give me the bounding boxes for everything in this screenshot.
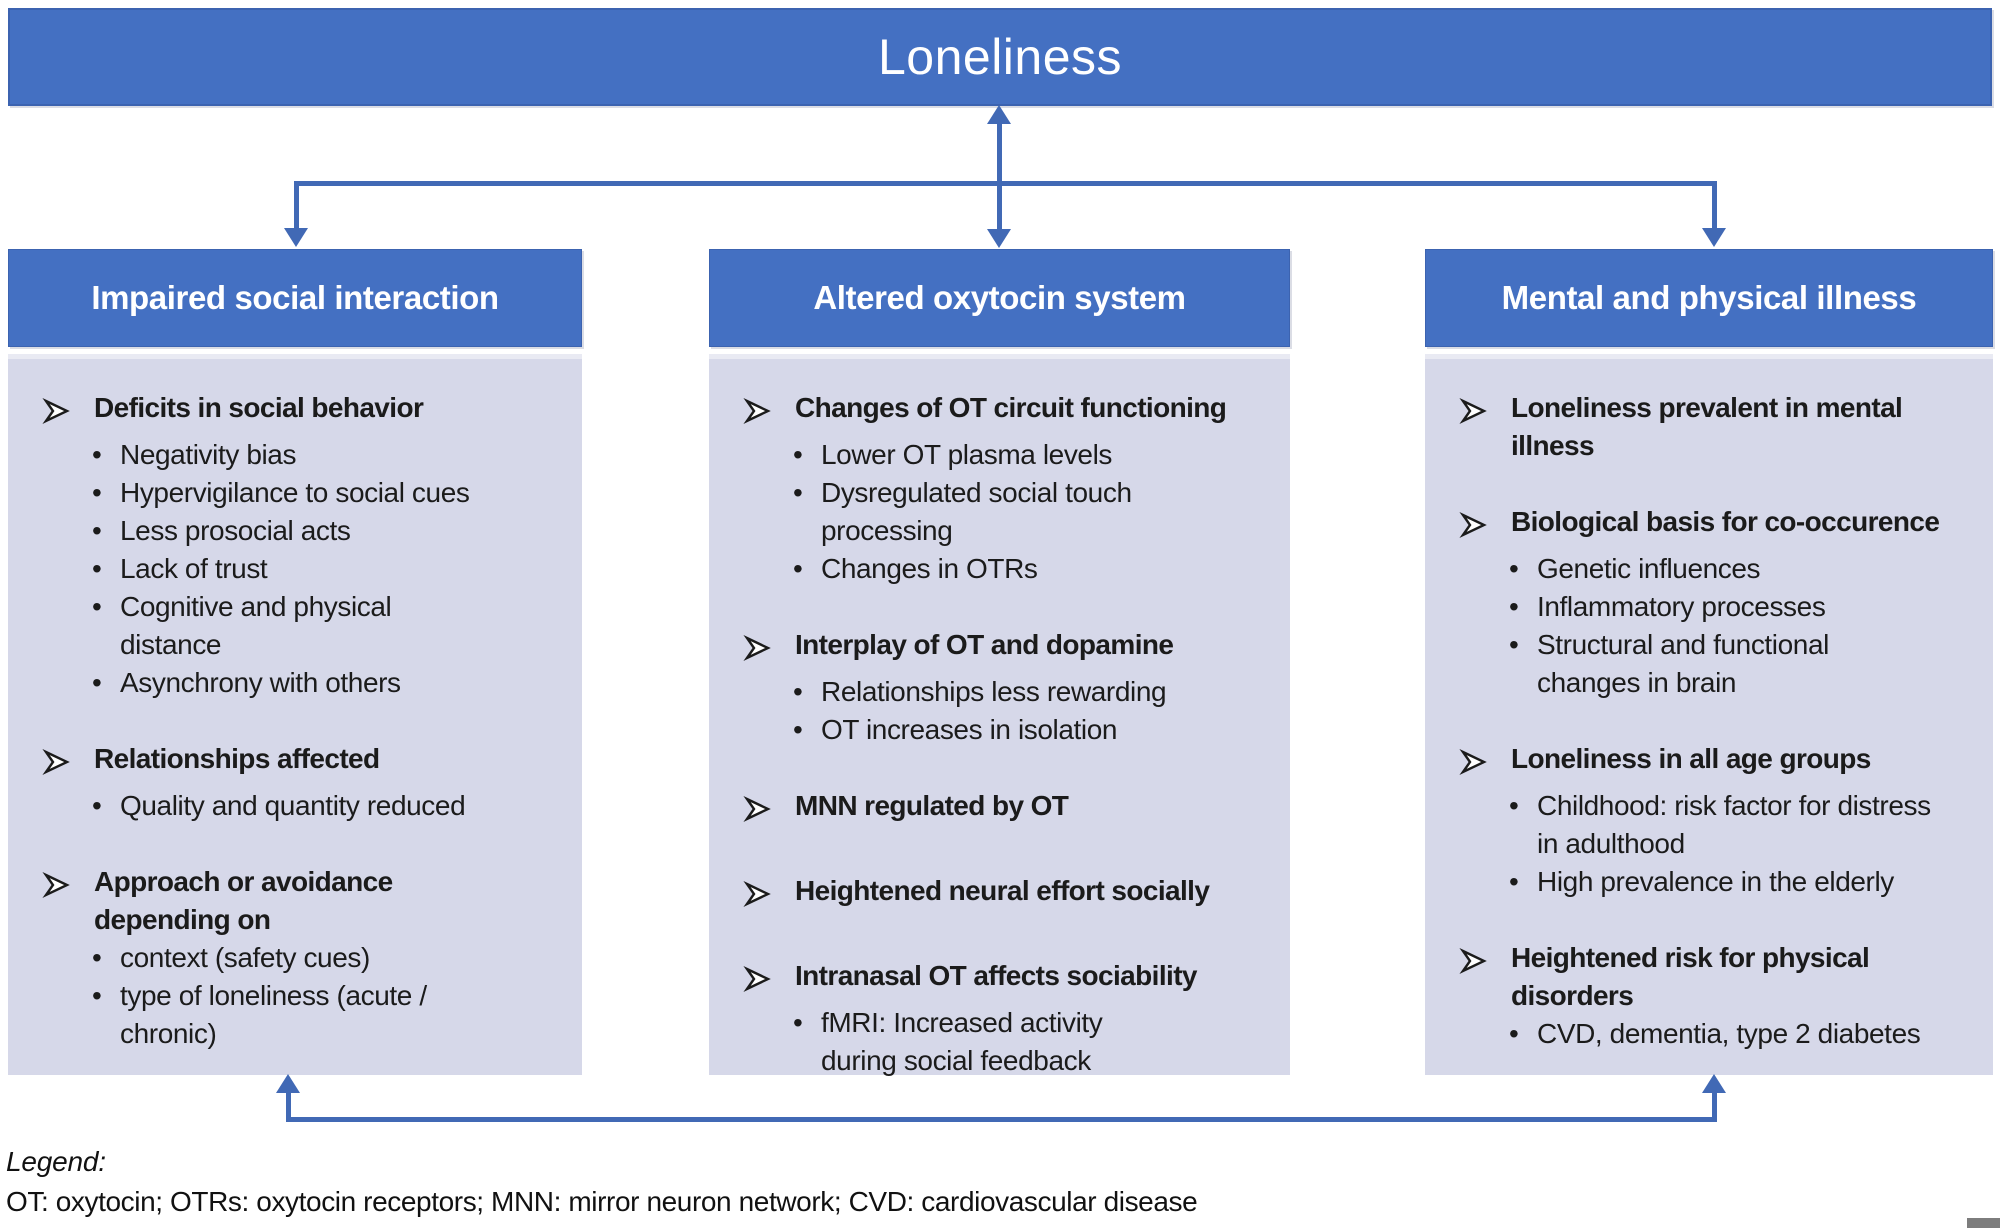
list-item — [1509, 863, 1979, 901]
banner-loneliness — [8, 8, 1992, 106]
list-item-line: Lower OT plasma levels — [821, 439, 1113, 470]
center-vertical-connector — [997, 120, 1002, 232]
list-item-line: Dysregulated social touch — [821, 477, 1132, 508]
list-item-line: High prevalence in the elderly — [1537, 866, 1894, 897]
banner-title: Loneliness — [877, 29, 1123, 85]
top-right-vertical-connector — [1712, 181, 1717, 229]
list-item — [92, 977, 568, 1053]
bullet-group — [743, 787, 1276, 834]
list-item-line: Cognitive and physical — [120, 591, 392, 622]
arrow-bullet-icon — [42, 863, 94, 939]
bullet-group — [743, 389, 1276, 588]
list-item — [793, 673, 1276, 711]
list-item-text — [821, 550, 1038, 588]
top-left-vertical-connector — [294, 181, 299, 229]
list-item-text — [1537, 1015, 1920, 1053]
list-item-text — [821, 436, 1112, 474]
dot-bullet-icon: • — [92, 942, 102, 973]
dot-bullet-icon: • — [92, 515, 102, 546]
group-title-line: Deficits in social behavior — [94, 392, 424, 423]
group-title-line: Loneliness prevalent in mental — [1511, 392, 1903, 423]
list-item-line: Lack of trust — [120, 553, 268, 584]
list-item — [92, 939, 568, 977]
bullet-group — [42, 389, 568, 702]
group-items — [743, 673, 1276, 749]
list-item-line: Genetic influences — [1537, 553, 1761, 584]
list-item-line: in adulthood — [1537, 828, 1685, 859]
list-item-text — [120, 787, 465, 825]
list-item-line: Negativity bias — [120, 439, 297, 470]
arrow-bullet-icon — [1459, 740, 1511, 787]
column-body — [709, 354, 1290, 1075]
arrow-bullet-icon — [743, 787, 795, 834]
dot-bullet-icon: • — [793, 676, 803, 707]
arrow-bullet-icon — [42, 740, 94, 787]
list-item-text — [1537, 787, 1931, 863]
group-title-line: Changes of OT circuit functioning — [795, 392, 1227, 423]
group-title — [795, 872, 1209, 919]
list-item-line: Asynchrony with others — [120, 667, 401, 698]
arrowhead-up-bottom-left-icon — [276, 1074, 300, 1093]
list-item — [793, 711, 1276, 749]
dot-bullet-icon: • — [1509, 790, 1519, 821]
dot-bullet-icon: • — [92, 980, 102, 1011]
group-title — [94, 389, 423, 436]
top-horizontal-connector — [294, 181, 1717, 186]
list-item-text — [821, 673, 1166, 711]
dot-bullet-icon: • — [793, 1007, 803, 1038]
group-title — [1511, 389, 1902, 465]
group-items — [1459, 550, 1979, 702]
group-title — [94, 863, 393, 939]
group-items — [42, 787, 568, 825]
group-items — [743, 436, 1276, 588]
bottom-horizontal-connector — [286, 1117, 1717, 1122]
dot-bullet-icon: • — [92, 591, 102, 622]
list-item-line: processing — [821, 515, 953, 546]
group-title-line: Heightened risk for physical — [1511, 942, 1870, 973]
dot-bullet-icon: • — [1509, 553, 1519, 584]
group-title-line: illness — [1511, 430, 1594, 461]
list-item — [92, 512, 568, 550]
group-title — [795, 957, 1197, 1004]
dot-bullet-icon: • — [92, 553, 102, 584]
list-item — [92, 787, 568, 825]
list-item-text — [120, 977, 427, 1053]
list-item-line: Inflammatory processes — [1537, 591, 1826, 622]
list-item-line: Quality and quantity reduced — [120, 790, 466, 821]
list-item — [1509, 588, 1979, 626]
dot-bullet-icon: • — [92, 439, 102, 470]
arrow-bullet-icon — [1459, 503, 1511, 550]
group-title-line: Heightened neural effort socially — [795, 875, 1210, 906]
group-title-line: Relationships affected — [94, 743, 380, 774]
bullet-group — [1459, 939, 1979, 1053]
column-mental-and-physical-illness — [1425, 249, 1993, 1075]
list-item-line: Relationships less rewarding — [821, 676, 1167, 707]
list-item-text — [1537, 550, 1760, 588]
list-item-text — [821, 474, 1132, 550]
dot-bullet-icon: • — [1509, 591, 1519, 622]
list-item-line: fMRI: Increased activity — [821, 1007, 1103, 1038]
group-title — [795, 389, 1226, 436]
list-item-text — [120, 664, 401, 702]
bullet-group — [1459, 503, 1979, 702]
column-header — [1425, 249, 1993, 347]
list-item — [793, 436, 1276, 474]
bottom-right-vertical-connector — [1712, 1092, 1717, 1119]
list-item-text — [120, 939, 370, 977]
list-item-line: during social feedback — [821, 1045, 1091, 1076]
column-body — [1425, 354, 1993, 1075]
bullet-group — [42, 740, 568, 825]
list-item-text — [821, 711, 1117, 749]
group-title — [795, 787, 1068, 834]
bullet-group — [743, 872, 1276, 919]
group-title — [1511, 939, 1869, 1015]
arrow-bullet-icon — [743, 389, 795, 436]
group-title-line: MNN regulated by OT — [795, 790, 1069, 821]
list-item-line: Childhood: risk factor for distress — [1537, 790, 1931, 821]
bullet-group — [1459, 740, 1979, 901]
list-item-line: Less prosocial acts — [120, 515, 351, 546]
dot-bullet-icon: • — [793, 553, 803, 584]
group-title — [1511, 503, 1939, 550]
group-items — [42, 436, 568, 702]
legend-label: Legend: — [6, 1146, 106, 1177]
group-items — [743, 1004, 1276, 1080]
list-item — [1509, 787, 1979, 863]
arrow-bullet-icon — [1459, 389, 1511, 465]
group-title-line: depending on — [94, 904, 271, 935]
list-item — [793, 550, 1276, 588]
bullet-group — [1459, 389, 1979, 465]
group-title — [94, 740, 380, 787]
group-title-line: Intranasal OT affects sociability — [795, 960, 1197, 991]
dot-bullet-icon: • — [92, 667, 102, 698]
column-altered-oxytocin-system — [709, 249, 1290, 1075]
list-item — [1509, 626, 1979, 702]
list-item-line: chronic) — [120, 1018, 217, 1049]
list-item — [92, 664, 568, 702]
bullet-group — [743, 626, 1276, 749]
corner-mark — [1967, 1218, 2000, 1228]
arrow-bullet-icon — [743, 957, 795, 1004]
legend-abbreviations: OT: oxytocin; OTRs: oxytocin receptors; MNN: mirror neuron network; CVD: cardiovascular disease — [6, 1186, 1198, 1217]
dot-bullet-icon: • — [92, 477, 102, 508]
group-title — [1511, 740, 1871, 787]
list-item-line: OT increases in isolation — [821, 714, 1118, 745]
list-item-line: CVD, dementia, type 2 diabetes — [1537, 1018, 1921, 1049]
list-item-text — [1537, 626, 1829, 702]
list-item-line: type of loneliness (acute / — [120, 980, 427, 1011]
list-item-line: changes in brain — [1537, 667, 1737, 698]
list-item-text — [120, 550, 267, 588]
dot-bullet-icon: • — [793, 477, 803, 508]
list-item — [92, 550, 568, 588]
arrowhead-up-bottom-right-icon — [1702, 1074, 1726, 1093]
list-item-text — [120, 474, 469, 512]
arrow-bullet-icon — [743, 872, 795, 919]
column-header-label: Impaired social interaction — [91, 279, 499, 316]
arrowhead-up-center-icon — [987, 105, 1011, 124]
dot-bullet-icon: • — [1509, 866, 1519, 897]
dot-bullet-icon: • — [1509, 629, 1519, 660]
dot-bullet-icon: • — [1509, 1018, 1519, 1049]
arrow-bullet-icon — [743, 626, 795, 673]
arrow-bullet-icon — [42, 389, 94, 436]
list-item — [793, 1004, 1276, 1080]
list-item-line: Changes in OTRs — [821, 553, 1038, 584]
list-item-text — [120, 512, 351, 550]
list-item-text — [1537, 588, 1825, 626]
column-impaired-social-interaction — [8, 249, 582, 1075]
group-items — [1459, 1015, 1979, 1053]
dot-bullet-icon: • — [793, 714, 803, 745]
group-title — [795, 626, 1173, 673]
list-item-text — [821, 1004, 1102, 1080]
column-header — [8, 249, 582, 347]
list-item-text — [1537, 863, 1894, 901]
dot-bullet-icon: • — [793, 439, 803, 470]
list-item — [793, 474, 1276, 550]
list-item-line: Hypervigilance to social cues — [120, 477, 470, 508]
dot-bullet-icon: • — [92, 790, 102, 821]
arrow-bullet-icon — [1459, 939, 1511, 1015]
list-item-line: context (safety cues) — [120, 942, 370, 973]
list-item — [92, 474, 568, 512]
group-title-line: Interplay of OT and dopamine — [795, 629, 1174, 660]
column-header-label: Altered oxytocin system — [813, 279, 1186, 316]
list-item-text — [120, 588, 391, 664]
list-item — [1509, 550, 1979, 588]
arrowhead-down-left-icon — [284, 228, 308, 247]
list-item-line: distance — [120, 629, 222, 660]
group-title-line: Loneliness in all age groups — [1511, 743, 1871, 774]
group-items — [42, 939, 568, 1053]
group-title-line: disorders — [1511, 980, 1634, 1011]
list-item — [1509, 1015, 1979, 1053]
list-item — [92, 588, 568, 664]
bottom-left-vertical-connector — [286, 1092, 291, 1119]
list-item-text — [120, 436, 296, 474]
list-item-line: Structural and functional — [1537, 629, 1829, 660]
group-items — [1459, 787, 1979, 901]
column-body — [8, 354, 582, 1075]
group-title-line: Approach or avoidance — [94, 866, 393, 897]
column-header-label: Mental and physical illness — [1501, 279, 1917, 316]
bullet-group — [42, 863, 568, 1053]
bullet-group — [743, 957, 1276, 1080]
column-header — [709, 249, 1290, 347]
arrowhead-down-center-icon — [987, 229, 1011, 248]
list-item — [92, 436, 568, 474]
arrowhead-down-right-icon — [1702, 228, 1726, 247]
group-title-line: Biological basis for co-occurence — [1511, 506, 1940, 537]
